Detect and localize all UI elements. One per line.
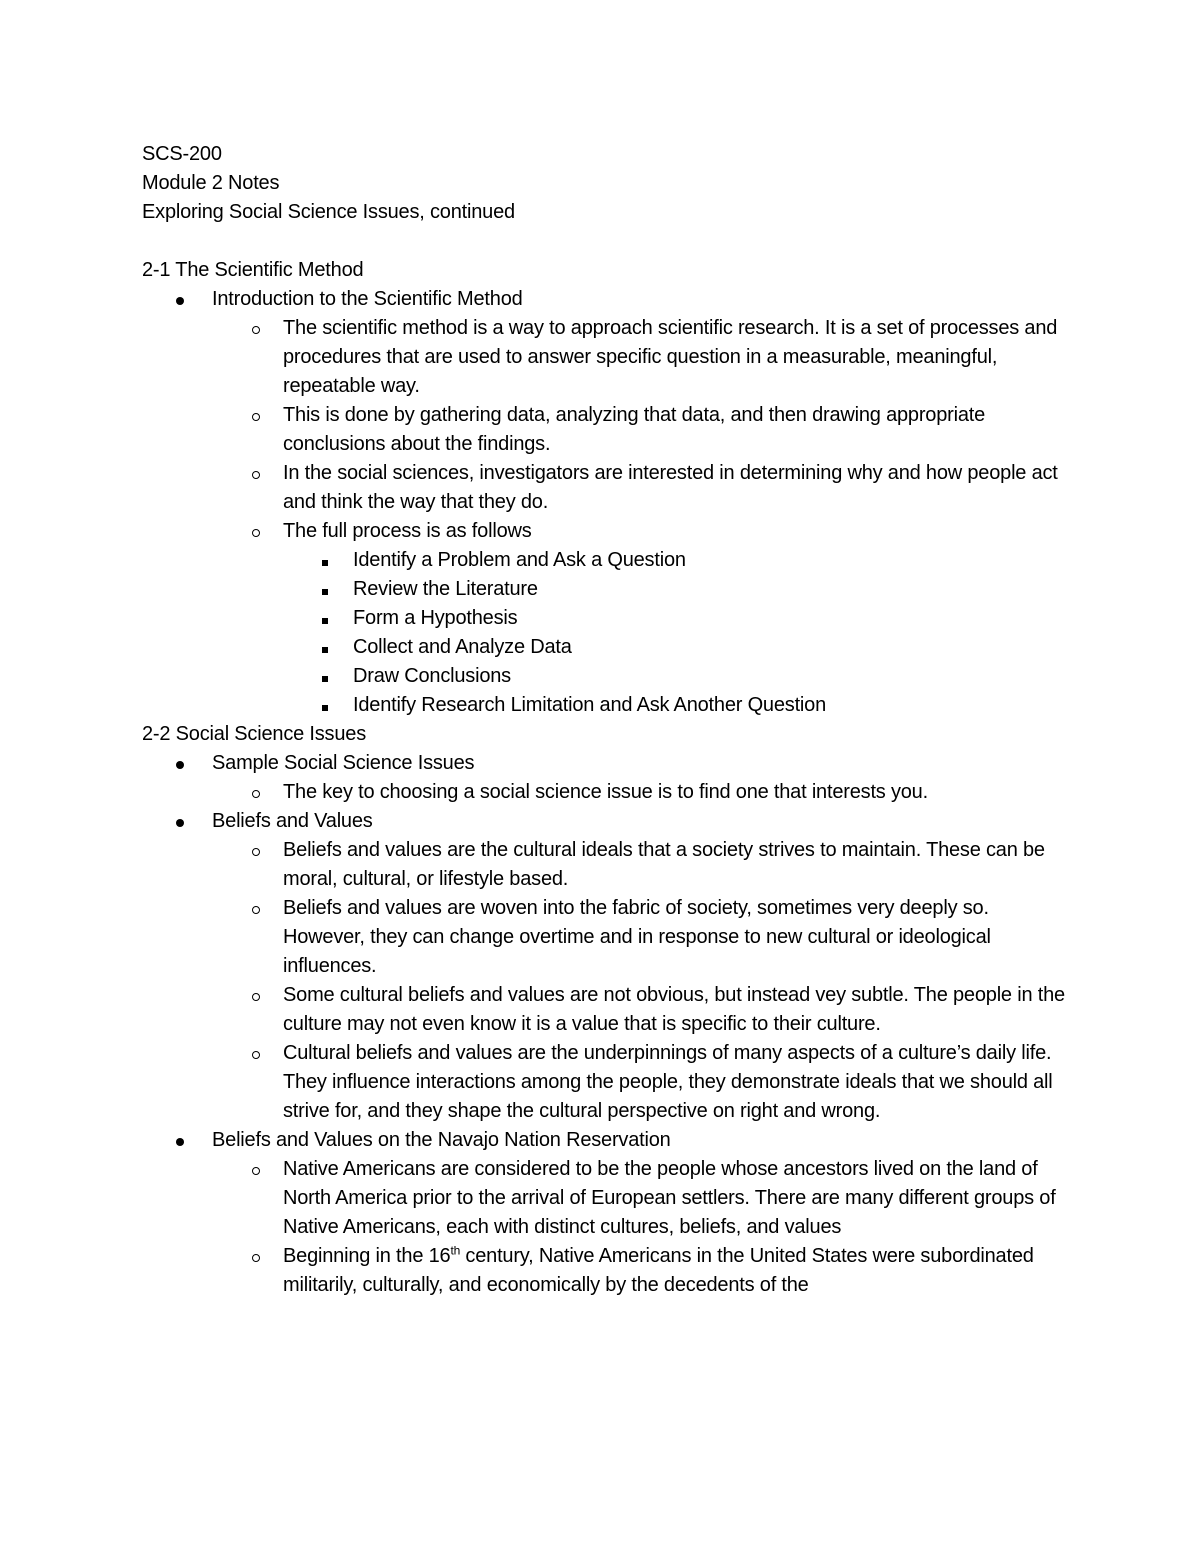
point-text: Cultural beliefs and values are the underpinnings of many aspects of a culture’s daily life. They influence interactions among the people, they demonstrate ideals that we should all strive for, and they shape the cultural perspective on right and wrong. bbox=[283, 1042, 1053, 1122]
step-text: Review the Literature bbox=[353, 578, 538, 600]
bullet-dot-icon bbox=[170, 285, 190, 314]
bullet-circle-icon bbox=[246, 981, 266, 1010]
bullet-circle-icon bbox=[246, 1155, 266, 1184]
step-text: Collect and Analyze Data bbox=[353, 636, 572, 658]
point-item bbox=[142, 836, 1072, 894]
point-item bbox=[142, 314, 1072, 401]
bullet-square-icon bbox=[315, 633, 335, 662]
bullet-circle-icon bbox=[246, 1242, 266, 1271]
topic-label: Beliefs and Values bbox=[212, 810, 373, 832]
ordinal-suffix: th bbox=[450, 1243, 461, 1258]
point-item bbox=[142, 1242, 1072, 1300]
point-item bbox=[142, 401, 1072, 459]
course-code: SCS-200 bbox=[142, 143, 222, 165]
document-title: Exploring Social Science Issues, continued bbox=[142, 201, 515, 223]
point-item bbox=[142, 778, 1072, 807]
bullet-dot-icon bbox=[170, 807, 190, 836]
point-item bbox=[142, 1155, 1072, 1242]
topic-item bbox=[142, 749, 1072, 778]
topic-item bbox=[142, 1126, 1072, 1155]
step-item bbox=[142, 633, 1072, 662]
bullet-square-icon bbox=[315, 691, 335, 720]
step-item bbox=[142, 575, 1072, 604]
point-item bbox=[142, 1039, 1072, 1126]
step-item bbox=[142, 691, 1072, 720]
step-text: Draw Conclusions bbox=[353, 665, 511, 687]
section-heading: 2-2 Social Science Issues bbox=[142, 723, 367, 745]
bullet-square-icon bbox=[315, 546, 335, 575]
bullet-circle-icon bbox=[246, 401, 266, 430]
step-item bbox=[142, 604, 1072, 633]
point-item bbox=[142, 894, 1072, 981]
point-text: In the social sciences, investigators are interested in determining why and how people act and think the way that they do. bbox=[283, 462, 1058, 513]
document-body bbox=[142, 140, 1072, 1300]
bullet-circle-icon bbox=[246, 1039, 266, 1068]
bullet-square-icon bbox=[315, 662, 335, 691]
point-text-end: century, Native Americans in the United States were subordinated militarily, culturally, and economically by the decedents of the bbox=[283, 1245, 1034, 1296]
point-text: Beliefs and values are woven into the fabric of society, sometimes very deeply so. However, they can change overtime and in response to new cultural or ideological influences. bbox=[283, 897, 991, 977]
bullet-circle-icon bbox=[246, 517, 266, 546]
topic-label: Sample Social Science Issues bbox=[212, 752, 475, 774]
bullet-dot-icon bbox=[170, 1126, 190, 1155]
bullet-circle-icon bbox=[246, 836, 266, 865]
point-text: Beliefs and values are the cultural ideals that a society strives to maintain. These can be moral, cultural, or lifestyle based. bbox=[283, 839, 1045, 890]
point-text bbox=[283, 1245, 1034, 1296]
point-item bbox=[142, 517, 1072, 546]
bullet-square-icon bbox=[315, 604, 335, 633]
bullet-circle-icon bbox=[246, 459, 266, 488]
bullet-square-icon bbox=[315, 575, 335, 604]
point-item bbox=[142, 981, 1072, 1039]
bullet-circle-icon bbox=[246, 894, 266, 923]
blank-line bbox=[142, 227, 1072, 256]
point-text: The key to choosing a social science issue is to find one that interests you. bbox=[283, 781, 928, 803]
point-text: The scientific method is a way to approach scientific research. It is a set of processes and procedures that are used to answer specific question in a measurable, meaningful, repeatable way. bbox=[283, 317, 1058, 397]
step-item bbox=[142, 546, 1072, 575]
module-title: Module 2 Notes bbox=[142, 172, 280, 194]
point-text: Native Americans are considered to be the people whose ancestors lived on the land of North America prior to the arrival of European settlers. There are many different groups of Native Americans, each with distinct cultures, beliefs, and values bbox=[283, 1158, 1056, 1238]
section-heading: 2-1 The Scientific Method bbox=[142, 259, 364, 281]
point-text: Some cultural beliefs and values are not obvious, but instead vey subtle. The people in the culture may not even know it is a value that is specific to their culture. bbox=[283, 984, 1065, 1035]
step-text: Identify Research Limitation and Ask Another Question bbox=[353, 694, 827, 716]
step-item bbox=[142, 662, 1072, 691]
topic-label: Introduction to the Scientific Method bbox=[212, 288, 523, 310]
point-text-start: Beginning in the 16 bbox=[283, 1245, 451, 1267]
topic-item bbox=[142, 285, 1072, 314]
step-text: Form a Hypothesis bbox=[353, 607, 518, 629]
bullet-dot-icon bbox=[170, 749, 190, 778]
bullet-circle-icon bbox=[246, 314, 266, 343]
topic-item bbox=[142, 807, 1072, 836]
topic-label: Beliefs and Values on the Navajo Nation Reservation bbox=[212, 1129, 671, 1151]
bullet-circle-icon bbox=[246, 778, 266, 807]
point-text: This is done by gathering data, analyzing that data, and then drawing appropriate conclusions about the findings. bbox=[283, 404, 986, 455]
point-item bbox=[142, 459, 1072, 517]
step-text: Identify a Problem and Ask a Question bbox=[353, 549, 686, 571]
point-text: The full process is as follows bbox=[283, 520, 532, 542]
